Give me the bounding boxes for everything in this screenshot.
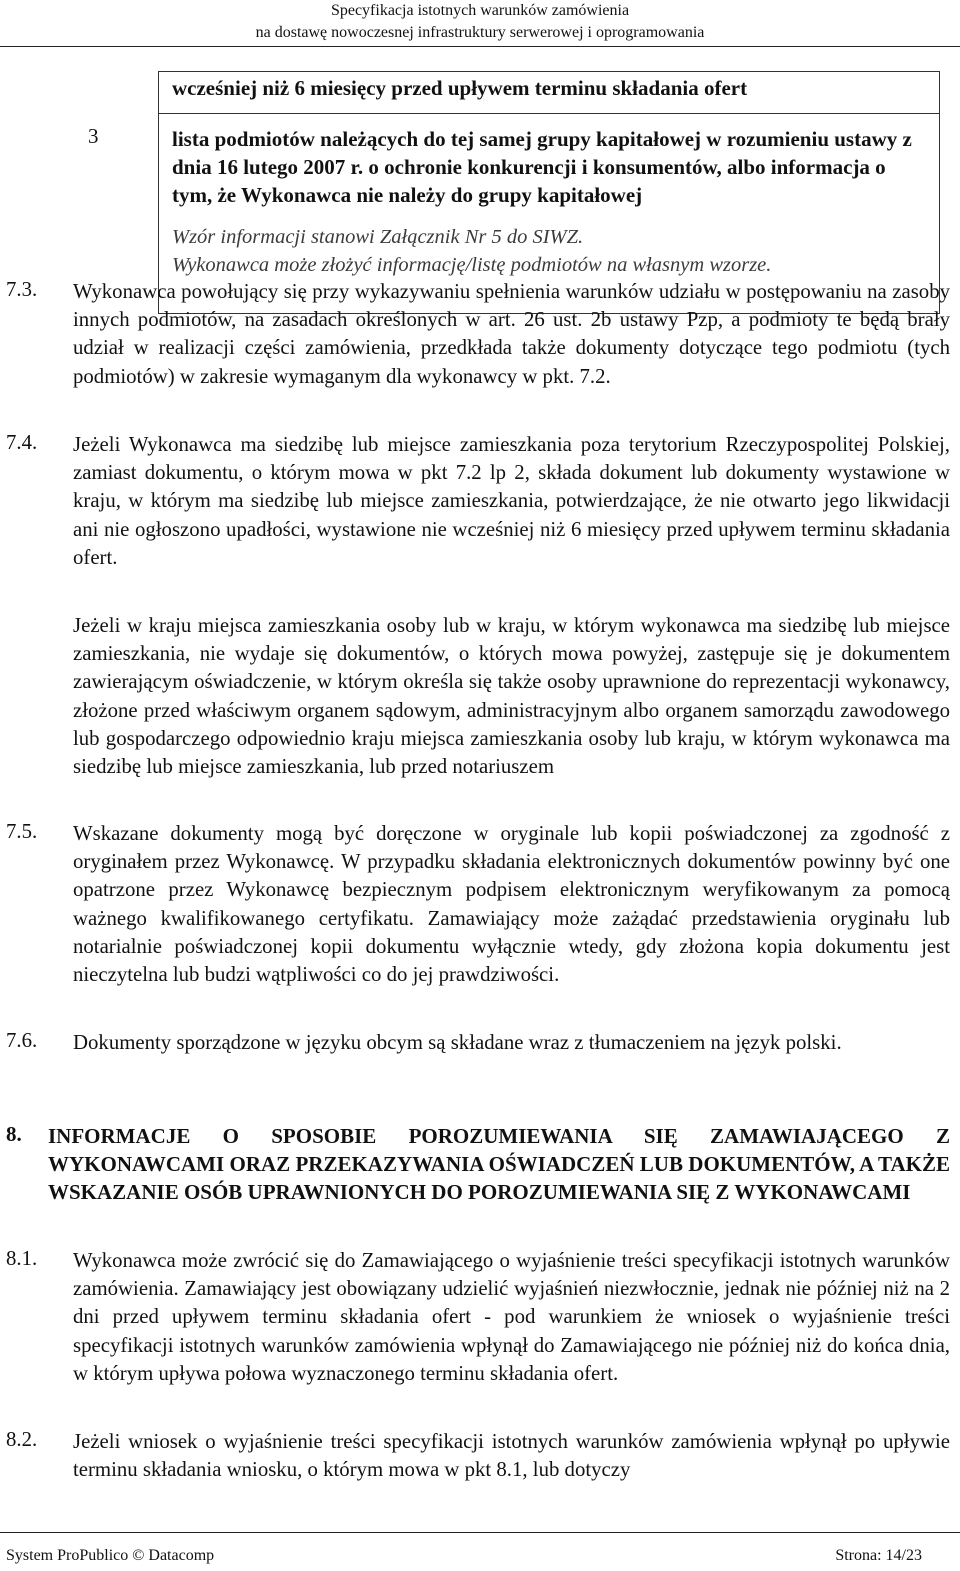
section-number: 7.6. (6, 1029, 38, 1052)
table-cell: wcześniej niż 6 miesięcy przed upływem terminu składania ofert (159, 72, 940, 114)
section-text: Wskazane dokumenty mogą być doręczone w oryginale lub kopii poświadczonej za zgodność z oryginałem przez Wykonawcę. W przypadku składania elektronicznych dokumentów powinny być one opatrzone przez Wykonawcę bezpiecznym podpisem elektronicznym weryfikowanym za pomocą ważnego kwalifikowanego certyfikatu. Zamawiający może zażądać przedstawienia oryginału lub notarialnie poświadczonej kopii dokumentu wyłącznie wtedy, gdy złożona kopia dokumentu jest nieczytelna lub budzi wątpliwości co do jej prawdziwości. (73, 822, 950, 987)
row-number: 3 (88, 123, 99, 148)
section-number: 7.4. (6, 431, 38, 454)
table-row (78, 72, 940, 114)
cell-italic-note-2: Wykonawca może złożyć informację/listę podmiotów na własnym wzorze. (172, 254, 772, 276)
section-text: Dokumenty sporządzone w języku obcym są składane wraz z tłumaczeniem na język polski. (73, 1031, 842, 1054)
header-divider (0, 46, 960, 47)
cell-bold-text: lista podmiotów należących do tej samej grupy kapitałowej w rozumieniu ustawy z dnia 16 lutego 2007 r. o ochronie konkurencji i konsumentów, albo informacja o tym, że Wykonawca nie należy do grupy kapitałowej (172, 127, 912, 207)
section-number: 8.1. (6, 1247, 38, 1270)
page-header (0, 0, 960, 44)
section-number: 8. (6, 1122, 22, 1146)
footer-divider (0, 1532, 960, 1533)
header-subtitle: na dostawę nowoczesnej infrastruktury serwerowej i oprogramowania (255, 24, 705, 41)
section-text: Jeżeli wniosek o wyjaśnienie treści specyfikacji istotnych warunków zamówienia wpłynął po upływie terminu składania wniosku, o którym mowa w pkt 8.1, lub dotyczy (73, 1430, 950, 1482)
cell-italic-note-1: Wzór informacji stanowi Załącznik Nr 5 do SIWZ. (172, 226, 584, 248)
section-number: 8.2. (6, 1428, 38, 1451)
section-number: 7.3. (6, 278, 38, 301)
section-heading: INFORMACJE O SPOSOBIE POROZUMIEWANIA SIĘ ZAMAWIAJĄCEGO Z WYKONAWCAMI ORAZ PRZEKAZYWANIA OŚWIADCZEŃ LUB DOKUMENTÓW, A TAKŻE WSKAZANIE OSÓB UPRAWNIONYCH DO POROZUMIEWANIA SIĘ Z WYKONAWCAMI (48, 1124, 950, 1205)
section-text: Wykonawca powołujący się przy wykazywaniu spełnienia warunków udziału w postępowaniu na zasoby innych podmiotów, na zasadach określonych w art. 26 ust. 2b ustawy Pzp, a podmioty te będą brały udział w realizacji części zamówienia, przedkłada także dokumenty dotyczące tego podmiotu (tych podmiotów) w zakresie wymaganym dla wykonawcy w pkt. 7.2. (73, 280, 950, 388)
section-text: Jeżeli Wykonawca ma siedzibę lub miejsce zamieszkania poza terytorium Rzeczypospolitej Polskiej, zamiast dokumentu, o którym mowa w pkt 7.2 lp 2, składa dokument lub dokumenty wystawione w kraju, w którym ma siedzibę lub miejsce zamieszkania, potwierdzające, że nie otwarto jego likwidacji ani nie ogłoszono upadłości, wystawione nie wcześniej niż 6 miesięcy przed upływem terminu składania ofert. (73, 433, 950, 569)
page-number: Strona: 14/23 (835, 1547, 922, 1564)
section-number: 7.5. (6, 820, 38, 843)
header-title: Specyfikacja istotnych warunków zamówienia (330, 2, 630, 19)
footer-credit: System ProPublico © Datacomp (6, 1547, 215, 1564)
section-text: Jeżeli w kraju miejsca zamieszkania osoby lub w kraju, w którym wykonawca ma siedzibę lub miejsce zamieszkania, nie wydaje się dokumentów, o których mowa powyżej, zastępuje się je dokumentem zawierającym oświadczenie, w którym określa się także osoby uprawnione do reprezentacji wykonawcy, złożone przed właściwym organem sądowym, administracyjnym albo organem samorządu zawodowego lub gospodarczego odpowiednio kraju miejsca zamieszkania osoby lub kraju, w którym wykonawca ma siedzibę lub miejsce zamieszkania, lub przed notariuszem (73, 614, 950, 779)
section-text: Wykonawca może zwrócić się do Zamawiającego o wyjaśnienie treści specyfikacji istotnych warunków zamówienia. Zamawiający jest obowiązany udzielić wyjaśnień niezwłocznie, jednak nie później niż na 2 dni przed upływem terminu składania ofert - pod warunkiem że wniosek o wyjaśnienie treści specyfikacji istotnych warunków zamówienia wpłynął do Zamawiającego nie później niż do końca dnia, w którym upływa połowa wyznaczonego terminu składania ofert. (73, 1249, 950, 1385)
